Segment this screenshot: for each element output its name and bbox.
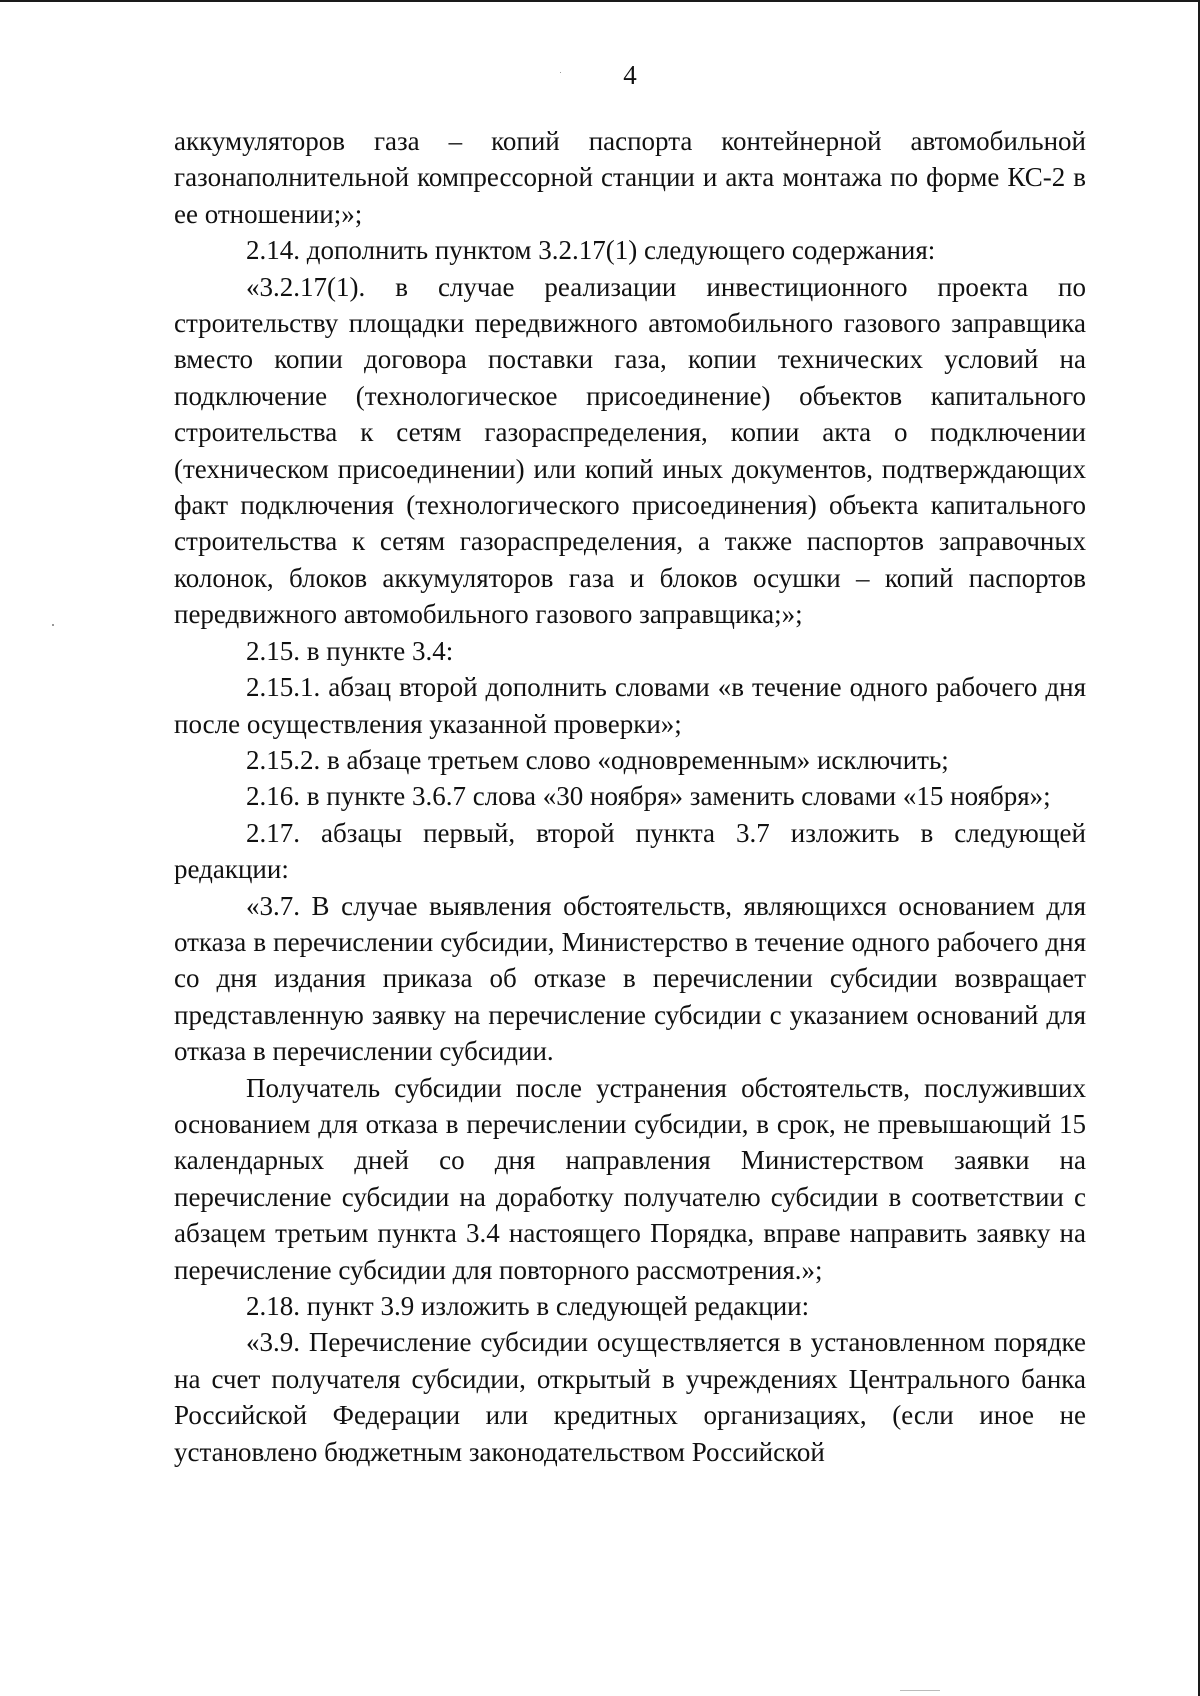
paragraph-item-2-16: 2.16. в пункте 3.6.7 слова «30 ноября» заменить словами «15 ноября»; (246, 781, 1051, 812)
paragraph-item-2-14: 2.14. дополнить пунктом 3.2.17(1) следующего содержания: (246, 235, 936, 266)
paragraph-item-2-17: 2.17. абзацы первый, второй пункта 3.7 изложить в следующей редакции: (174, 817, 1086, 885)
paragraph-item-2-18: 2.18. пункт 3.9 изложить в следующей редакции: (246, 1291, 810, 1321)
paragraph-item-3-7: «3.7. В случае выявления обстоятельств, являющихся основанием для отказа в перечислении субсидии, Министерство в течение одного рабочего дня со дня издания приказа об отказе в перечислении субсидии возвращает представленную заявку на перечисление субсидии с указанием оснований для отказа в перечислении субсидии. (174, 890, 1086, 1067)
paragraph-item-2-15-2: 2.15.2. в абзаце третьем слово «одновременным» исключить; (246, 744, 949, 775)
scan-speck (900, 1690, 940, 1691)
paragraph-item-3-2-17-1: «3.2.17(1). в случае реализации инвестиционного проекта по строительству площадки передвижного автомобильного газового заправщика вместо копии договора поставки газа, копии технических условий на подключение (технологическое присоединение) объектов капитального строительства к сетям газораспределения, копии акта о подключении (техническом присоединении) или копий иных документов, подтверждающих факт подключения (технологического присоединения) объекта капитального строительства к сетям газораспределения, а также паспортов заправочных колонок, блоков аккумуляторов газа и блоков осушки – копий паспортов передвижного автомобильного газового заправщика;»; (174, 271, 1086, 630)
scan-speck (52, 624, 54, 626)
page-number: 4 (623, 60, 637, 90)
paragraph-item-3-9: «3.9. Перечисление субсидии осуществляется в установленном порядке на счет получателя субсидии, открытый в учреждениях Центрального банка Российской Федерации или кредитных организациях, (если иное не установлено бюджетным законодательством Российской (174, 1327, 1086, 1467)
paragraph-continuation: аккумуляторов газа – копий паспорта контейнерной автомобильной газонаполнительной компрессорной станции и акта монтажа по форме КС-2 в ее отношении;»; (174, 126, 1086, 229)
scan-speck (560, 72, 561, 73)
paragraph-recipient: Получатель субсидии после устранения обстоятельств, послуживших основанием для отказа в перечислении субсидии, в срок, не превышающий 15 календарных дней со дня направления Министерством заявки на перечисление субсидии на доработку получателю субсидии в соответствии с абзацем третьим пункта 3.4 настоящего Порядка, вправе направить заявку на перечисление субсидии для повторного рассмотрения.»; (174, 1072, 1086, 1285)
document-body (174, 123, 1086, 1470)
paragraph-item-2-15: 2.15. в пункте 3.4: (246, 635, 454, 666)
paragraph-item-2-15-1: 2.15.1. абзац второй дополнить словами «в течение одного рабочего дня после осуществления указанной проверки»; (174, 672, 1086, 739)
